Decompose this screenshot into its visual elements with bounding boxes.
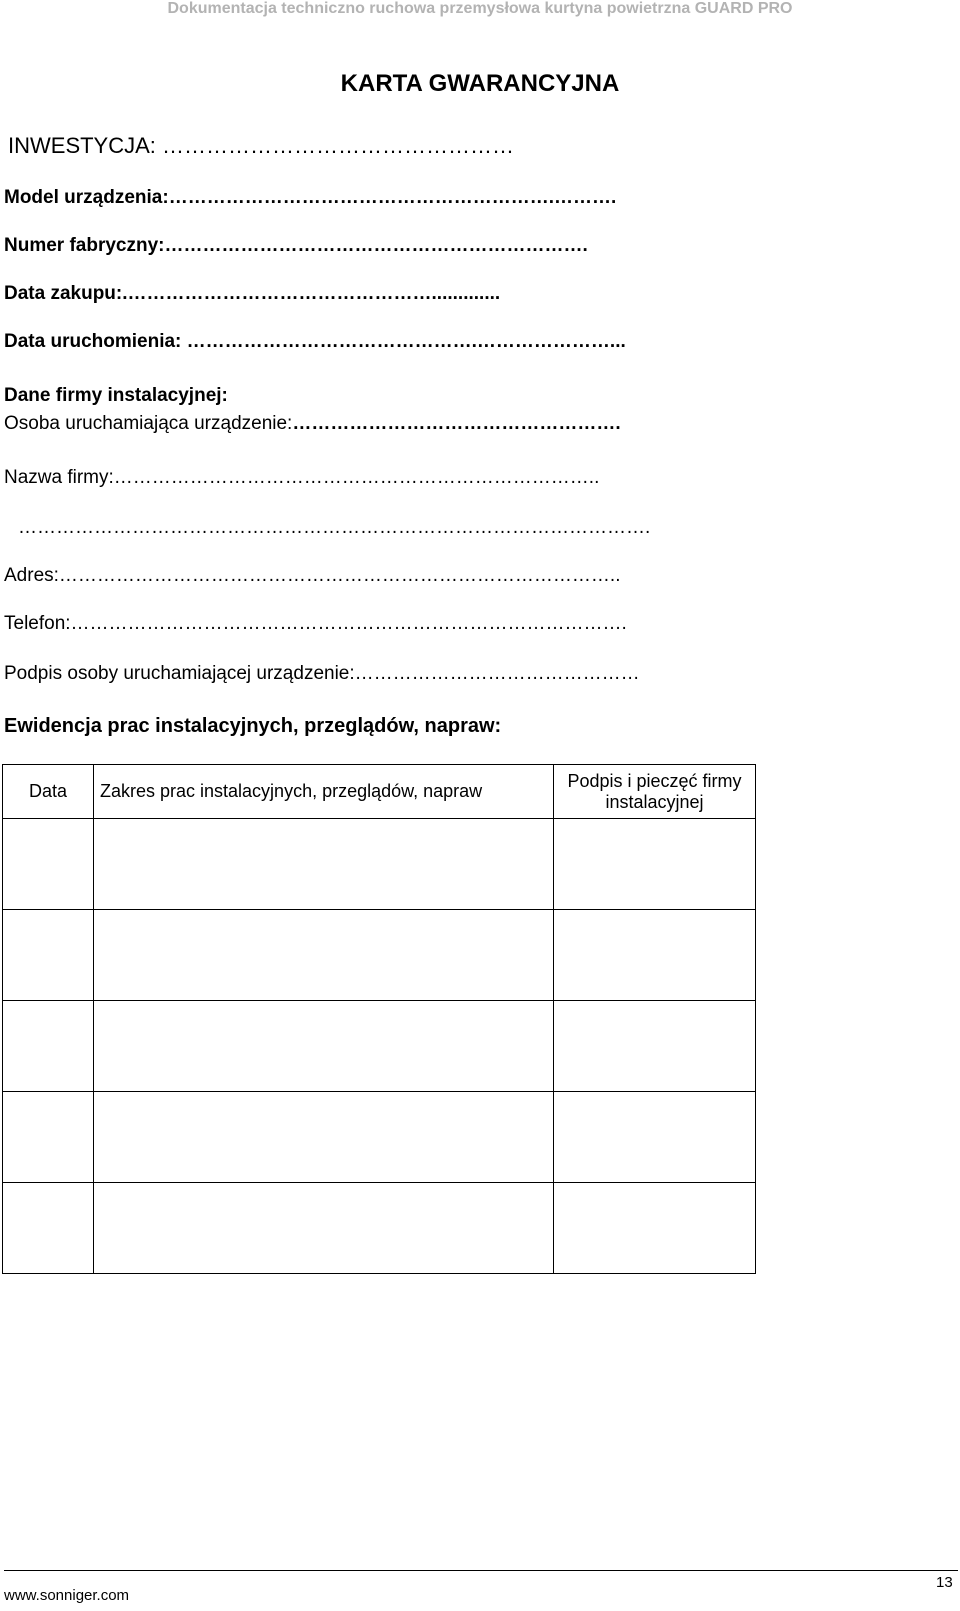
person-dots: …………………………………………….: [292, 413, 621, 434]
signature-label: Podpis osoby uruchamiającej urządzenie:: [4, 663, 355, 684]
model-dots: …………………………………………………….……….: [168, 187, 617, 208]
table-row: [3, 819, 756, 910]
cell-signature[interactable]: [554, 1183, 756, 1274]
person-label: Osoba uruchamiająca urządzenie:: [4, 413, 293, 434]
cell-scope[interactable]: [94, 1092, 554, 1183]
records-table: [2, 764, 756, 1274]
investment-line: [8, 133, 514, 159]
cell-date[interactable]: [3, 1183, 94, 1274]
column-header-signature: Podpis i pieczęć firmy instalacyjnej: [554, 765, 756, 819]
cell-scope[interactable]: [94, 819, 554, 910]
phone-dots: …………………………………………………………………………….: [70, 613, 627, 634]
table-row: [3, 910, 756, 1001]
model-line: [4, 187, 616, 209]
investment-dots: …………………………………………: [162, 133, 515, 158]
cell-scope[interactable]: [94, 1183, 554, 1274]
page-number: 13: [936, 1574, 953, 1591]
phone-line: [4, 613, 627, 635]
address-label: Adres:: [4, 565, 59, 586]
cell-date[interactable]: [3, 819, 94, 910]
footer-divider: [4, 1570, 958, 1571]
purchase-dots: .………………………………………….............: [122, 283, 501, 304]
phone-label: Telefon:: [4, 613, 71, 634]
cell-signature[interactable]: [554, 1001, 756, 1092]
serial-dots: ………………………………………………………….: [164, 235, 588, 256]
cell-signature[interactable]: [554, 819, 756, 910]
records-title: Ewidencja prac instalacyjnych, przeglądów, napraw:: [4, 715, 502, 737]
purchase-label: Data zakupu:: [4, 283, 123, 304]
company-label: Nazwa firmy:: [4, 467, 114, 488]
company-dots: …………………………………………………………………..: [113, 467, 600, 488]
cell-date[interactable]: [3, 910, 94, 1001]
table-header-row: [3, 765, 756, 819]
cell-scope[interactable]: [94, 910, 554, 1001]
investment-label: INWESTYCJA:: [8, 133, 163, 158]
footer-url: www.sonniger.com: [4, 1587, 130, 1604]
page-title: KARTA GWARANCYJNA: [340, 70, 620, 97]
table-row: [3, 1183, 756, 1274]
signature-dots: ………………………………………: [354, 663, 640, 684]
table-row: [3, 1092, 756, 1183]
installer-section-label: Dane firmy instalacyjnej:: [4, 385, 228, 406]
startup-line: [4, 331, 626, 353]
serial-line: [4, 235, 588, 257]
model-label: Model urządzenia:: [4, 187, 169, 208]
startup-dots: ……………………………………….…………………...: [186, 331, 626, 352]
person-line: [4, 413, 621, 435]
cell-signature[interactable]: [554, 910, 756, 1001]
cell-date[interactable]: [3, 1001, 94, 1092]
serial-label: Numer fabryczny:: [4, 235, 165, 256]
column-header-scope: Zakres prac instalacyjnych, przeglądów, napraw: [94, 765, 554, 819]
address-line: [4, 565, 620, 587]
startup-label: Data uruchomienia:: [4, 331, 187, 352]
signature-line: [4, 663, 640, 685]
cell-scope[interactable]: [94, 1001, 554, 1092]
cell-date[interactable]: [3, 1092, 94, 1183]
address-dots: ……………………………………………………………………………..: [58, 565, 621, 586]
table-row: [3, 1001, 756, 1092]
cell-signature[interactable]: [554, 1092, 756, 1183]
company-line-2: ……………………………………………………………………………………….: [18, 517, 651, 538]
column-header-date: Data: [3, 765, 94, 819]
purchase-line: [4, 283, 500, 305]
running-header: Dokumentacja techniczno ruchowa przemysłowa kurtyna powietrzna GUARD PRO: [167, 0, 793, 17]
company-line: [4, 467, 599, 489]
